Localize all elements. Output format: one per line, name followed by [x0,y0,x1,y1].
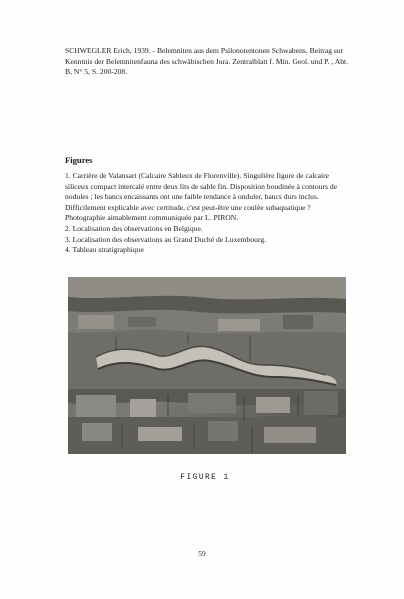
photo-caption: FIGURE 1 [180,474,230,482]
figure-caption-item: 3. Localisation des observations au Grand Duché de Luxembourg. [65,234,267,244]
figure-caption-item: 1. Carrière de Valansart (Calcaire Sableux de Florenville). Singulière figure de calcaire siliceux compact intercalé entre deux lits de sable fin. Disposition boudinée à contours de nodules ; les bancs encaissants ont une faible tendance à onduler, bancs durs inclus. Difficilement explicable avec certitude, c'est peut-être une coulée subaquatique ? Photographie aimablement communiquée par L. PIRON. [65,171,338,223]
bibliography-reference: SCHWEGLER Erich, 1939. - Belemniten aus dem Psilonotentonen Schwabens. Beitrag sur Kenntnis der Belemnitenfauna des schwäbischen Jura. Zentralblatt f. Min. Geol. und P. , Abt. B, N° 5, S. 200-208. [65,46,349,77]
page-number: 59 [198,549,206,558]
figure-caption-list [65,171,349,256]
quarry-photograph [68,277,346,454]
figure-caption-item: 2. Localisation des observations en Belgique. [65,223,203,233]
figure-caption-item: 4. Tableau stratigraphique [65,245,144,255]
figures-heading: Figures [65,155,93,165]
